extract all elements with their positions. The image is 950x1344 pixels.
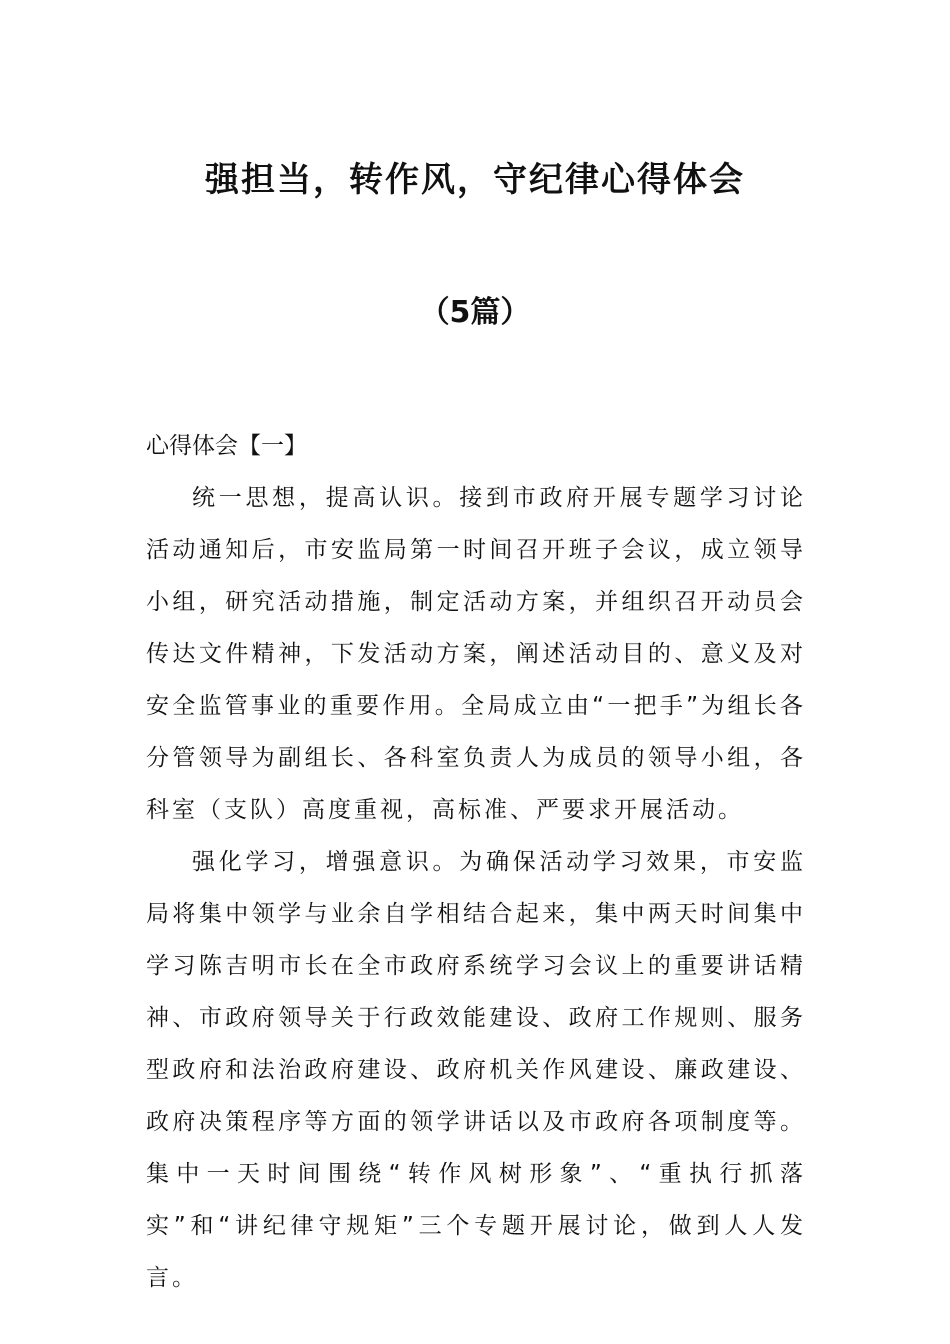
document-title: 强担当，转作风，守纪律心得体会 <box>205 160 745 200</box>
section-heading: 心得体会【一】 <box>146 433 307 459</box>
document-subtitle: （5篇） <box>419 295 531 330</box>
document-body <box>146 472 806 1304</box>
paragraph: 强化学习，增强意识。为确保活动学习效果，市安监局将集中领学与业余自学相结合起来，集中两天时间集中学习陈吉明市长在全市政府系统学习会议上的重要讲话精神、市政府领导关于行政效能建设、政府工作规则、服务型政府和法治政府建设、政府机关作风建设、廉政建设、政府决策程序等方面的领学讲话以及市政府各项制度等。集中一天时间围绕“转作风树形象”、“重执行抓落实”和“讲纪律守规矩”三个专题开展讨论，做到人人发言。 <box>146 849 806 1291</box>
paragraph: 统一思想，提高认识。接到市政府开展专题学习讨论活动通知后，市安监局第一时间召开班子会议，成立领导小组，研究活动措施，制定活动方案，并组织召开动员会传达文件精神，下发活动方案，阐述活动目的、意义及对安全监管事业的重要作用。全局成立由“一把手”为组长各分管领导为副组长、各科室负责人为成员的领导小组，各科室（支队）高度重视，高标准、严要求开展活动。 <box>146 485 806 823</box>
